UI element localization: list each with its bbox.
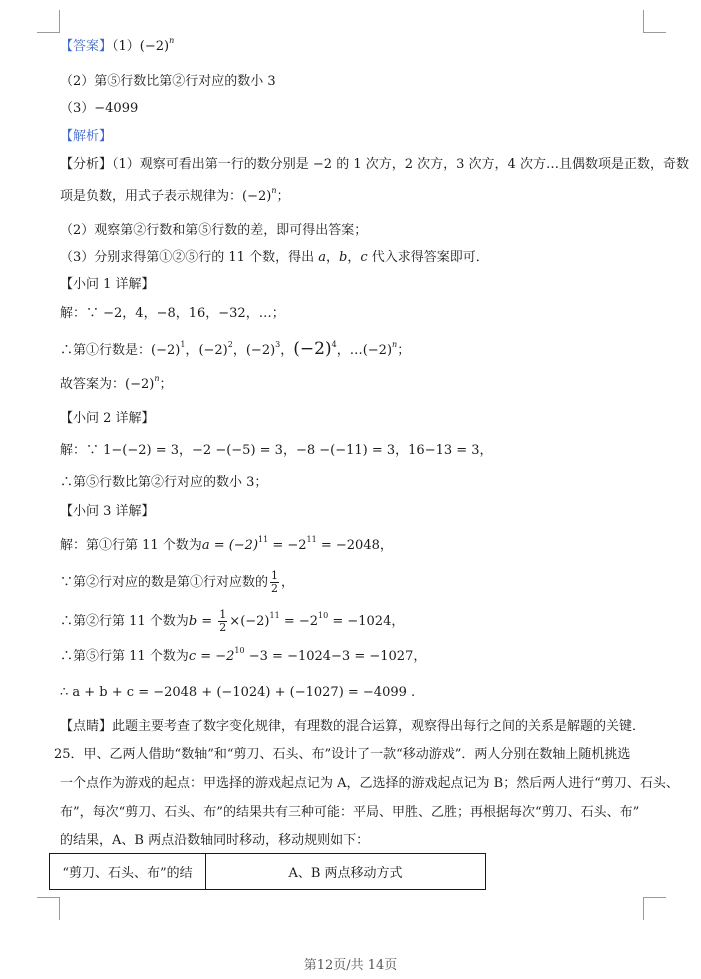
answer-part2: （2）第⑤行数比第②行对应的数小 3 (60, 74, 276, 89)
q3-line2: ∵第②行对应的数是第①行对应数的 $\frac{1}{2}$ ， (60, 569, 295, 595)
problem25-line2: 一个点作为游戏的起点：甲选择的游戏起点记为 A，乙选择的游戏起点记为 B；然后两人进行“剪刀、石头、 (60, 776, 679, 791)
q1-line2: ∴第①行数是：$(-2)^1$，$(-2)^2$，$(-2)^3$，$(-2)^4$，$\dots(-2)^n$； (60, 339, 411, 359)
fenxi-line1: 【分析】（1）观察可看出第一行的数分别是 −2 的 1 次方，2 次方，3 次方，4 次方…且偶数项是正数，奇数 (60, 157, 689, 172)
answer-tag: 【答案】 (60, 39, 113, 54)
q3-title: 【小问 3 详解】 (60, 504, 155, 519)
move-rules-table (49, 853, 486, 890)
q2-title: 【小问 2 详解】 (60, 411, 155, 426)
answer-part1: 【答案】$(1)(-2)^n$ (60, 36, 175, 54)
page-footer: 第12页/共 14页 (303, 958, 398, 973)
q1-title: 【小问 1 详解】 (60, 277, 155, 292)
fraction-one-half-b: $\frac{1}{2}$ (219, 608, 227, 634)
q3-line5: ∴ a + b + c = −2048 + (−1024) + (−1027) = −4099 . (60, 685, 416, 700)
corner-mark-bottom-right (643, 897, 666, 920)
q2-line2: ∴第⑤行数比第②行对应的数小 3； (60, 475, 268, 490)
q3-line1: 解：第①行第 11 个数为$a = (-2)^{11} = -2^{11} = -2048$， (60, 535, 393, 553)
table-header-row (50, 854, 486, 890)
problem25-line4: 的结果，A、B 两点沿数轴同时移动，移动规则如下： (60, 833, 370, 848)
corner-mark-top-right (643, 10, 666, 33)
q1-line3: 故答案为：$(-2)^n$； (60, 374, 173, 392)
q3-line4: ∴第⑤行第 11 个数为$c = -2^{10} -3 = -1024-3 = -1027$， (60, 646, 427, 664)
table-header-result: “剪刀、石头、布”的结 (50, 854, 206, 890)
fenxi-line3: （2）观察第②行数和第⑤行数的差，即可得出答案； (60, 223, 368, 238)
problem25-line1: 25．甲、乙两人借助“数轴”和“剪刀、石头、布”设计了一款“移动游戏”．两人分别在数轴上随机挑选 (54, 747, 631, 762)
q1-line1: 解：∵ −2，4，−8，16，−32，…； (60, 306, 285, 321)
corner-mark-bottom-left (37, 897, 60, 920)
answer-part3: （3）−4099 (60, 101, 139, 116)
fenxi-line4: （3）分别求得第①②⑤行的 11 个数，得出 a，b，c 代入求得答案即可． (60, 250, 489, 265)
fenxi-line2: 项是负数，用式子表示规律为：$(-2)^n$； (60, 186, 290, 204)
table-header-movement: A、B 两点移动方式 (206, 854, 486, 890)
problem25-line3: 布”，每次“剪刀、石头、布”的结果共有三种可能：平局、甲胜、乙胜；再根据每次“剪刀、石头、布” (60, 805, 640, 820)
fraction-one-half: $\frac{1}{2}$ (271, 569, 279, 595)
q3-line3: ∴第②行第 11 个数为b = $\frac{1}{2}$ $\times(-2)^{11} = -2^{10} = -1024$， (60, 608, 405, 634)
analysis-tag: 【解析】 (60, 129, 113, 144)
q2-line1: 解：∵ 1−(−2) = 3，−2 −(−5) = 3，−8 −(−11) = 3，16−13 = 3， (60, 443, 493, 458)
dianjing: 【点睛】此题主要考查了数字变化规律，有理数的混合运算，观察得出每行之间的关系是解题的关键． (60, 719, 646, 734)
corner-mark-top-left (37, 10, 60, 33)
